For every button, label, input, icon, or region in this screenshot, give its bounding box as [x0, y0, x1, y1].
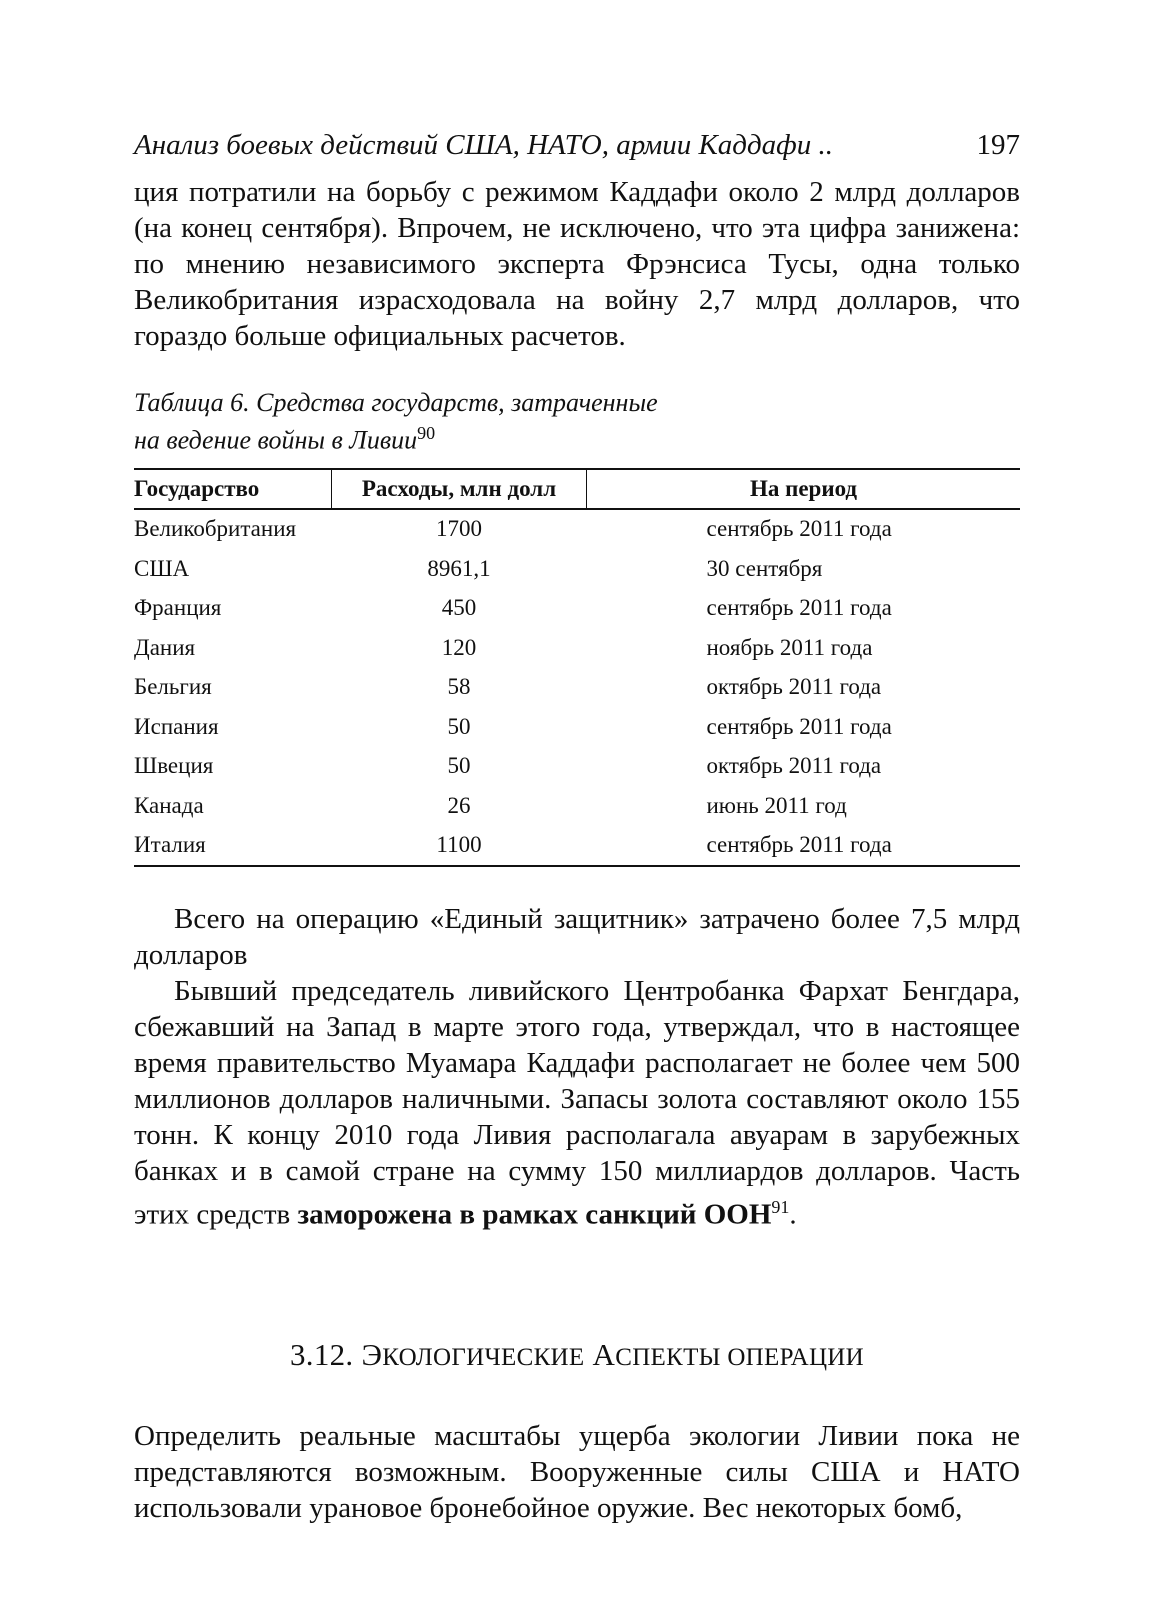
cell-expenses: 8961,1 [427, 555, 491, 581]
cell-country: Бельгия [134, 674, 212, 700]
cell-country: Франция [134, 595, 222, 621]
paragraph-3 [134, 973, 1020, 1233]
cell-period: октябрь 2011 года [706, 674, 882, 700]
cell-country: Италия [134, 826, 332, 867]
table-row [134, 509, 1020, 550]
table-row [134, 628, 1020, 668]
cell-period: 30 сентября [706, 555, 823, 581]
cell-country: США [134, 555, 190, 581]
paragraph-3-end: . [789, 1198, 797, 1231]
expenses-table [134, 468, 1020, 868]
cell-expenses: 1700 [436, 516, 482, 542]
table-row [134, 549, 1020, 589]
running-title: Анализ боевых действий США, НАТО, армии Каддафи .. [134, 129, 833, 161]
section-title-rest-1: КОЛОГИЧЕСКИЕ [382, 1343, 585, 1371]
cell-period: сентябрь 2011 года [587, 826, 1021, 867]
cell-period: июнь 2011 год [706, 792, 847, 818]
cell-country: Великобритания [134, 516, 297, 542]
page [134, 128, 1020, 1526]
table-row [134, 826, 1020, 867]
table-row [134, 589, 1020, 629]
paragraph-2: Всего на операцию «Единый защитник» затрачено более 7,5 млрд долларов [134, 903, 1020, 972]
cell-expenses: 58 [447, 674, 471, 700]
section-number: 3.12. [289, 1336, 354, 1372]
cell-period: сентябрь 2011 года [706, 595, 892, 621]
cell-expenses: 50 [447, 713, 471, 739]
header-country: Государство [134, 469, 332, 509]
cell-period: сентябрь 2011 года [706, 516, 892, 542]
paragraph-1: ция потратили на борьбу с режимом Каддафи около 2 млрд долларов (на конец сентября). Впрочем, не исключено, что эта цифра занижена: по мнению независимого эксперта Фрэнсиса Тусы, одна только Великобритания израсходовала на войну 2,7 млрд долларов, что гораздо больше официальных расчетов. [134, 176, 1020, 352]
table-row [134, 747, 1020, 787]
table-row [134, 786, 1020, 826]
cell-country: Швеция [134, 753, 214, 779]
cell-expenses: 120 [441, 634, 477, 660]
cell-country: Дания [134, 634, 196, 660]
cell-expenses: 26 [447, 792, 471, 818]
table-caption-line-2 [134, 418, 1020, 456]
paragraph-3-text: Бывший председатель ливийского Центробанка Фархат Бенгдара, сбежавший на Запад в марте этого года, утверждал, что в настоящее время правительство Муамара Каддафи располагает не более чем 500 миллионов долларов наличными. Запасы золота составляют около 155 тонн. К концу 2010 года Ливия располагала авуарам в зарубежных банках и в самой стране на сумму 150 миллиардов долларов. Часть этих средств [134, 975, 1020, 1231]
table-caption-line-2-text: на ведение войны в Ливии [134, 425, 418, 455]
cell-expenses: 1100 [332, 826, 587, 867]
section-heading [134, 1337, 1020, 1376]
paragraph-4: Определить реальные масштабы ущерба экологии Ливии пока не представляются возможным. Вооруженные силы США и НАТО использовали урановое бронебойное оружие. Вес некоторых бомб, [134, 1419, 1020, 1524]
table-row [134, 668, 1020, 708]
page-number: 197 [976, 129, 1020, 161]
header-expenses: Расходы, млн долл [332, 469, 587, 509]
table-row [134, 707, 1020, 747]
table-caption-line-1: Таблица 6. Средства государств, затраченные [134, 388, 658, 417]
cell-expenses: 50 [447, 753, 471, 779]
running-header [134, 128, 1020, 162]
section-title-initial-1: Э [361, 1336, 383, 1372]
paragraph-3-bold: заморожена в рамках санкций ООН [297, 1198, 772, 1231]
cell-period: ноябрь 2011 года [706, 634, 873, 660]
cell-period: октябрь 2011 года [706, 753, 882, 779]
table-caption [134, 388, 1020, 456]
cell-period: сентябрь 2011 года [706, 713, 892, 739]
section-title-initial-2: А [592, 1336, 616, 1372]
paragraph-3-footnote: 91 [771, 1197, 790, 1218]
cell-expenses: 450 [441, 595, 477, 621]
table-caption-footnote: 90 [417, 423, 436, 443]
section-title-rest-2: СПЕКТЫ ОПЕРАЦИИ [615, 1343, 865, 1371]
table-header-row [134, 469, 1020, 509]
cell-country: Испания [134, 713, 219, 739]
header-period: На период [587, 469, 1021, 509]
cell-country: Канада [134, 792, 204, 818]
